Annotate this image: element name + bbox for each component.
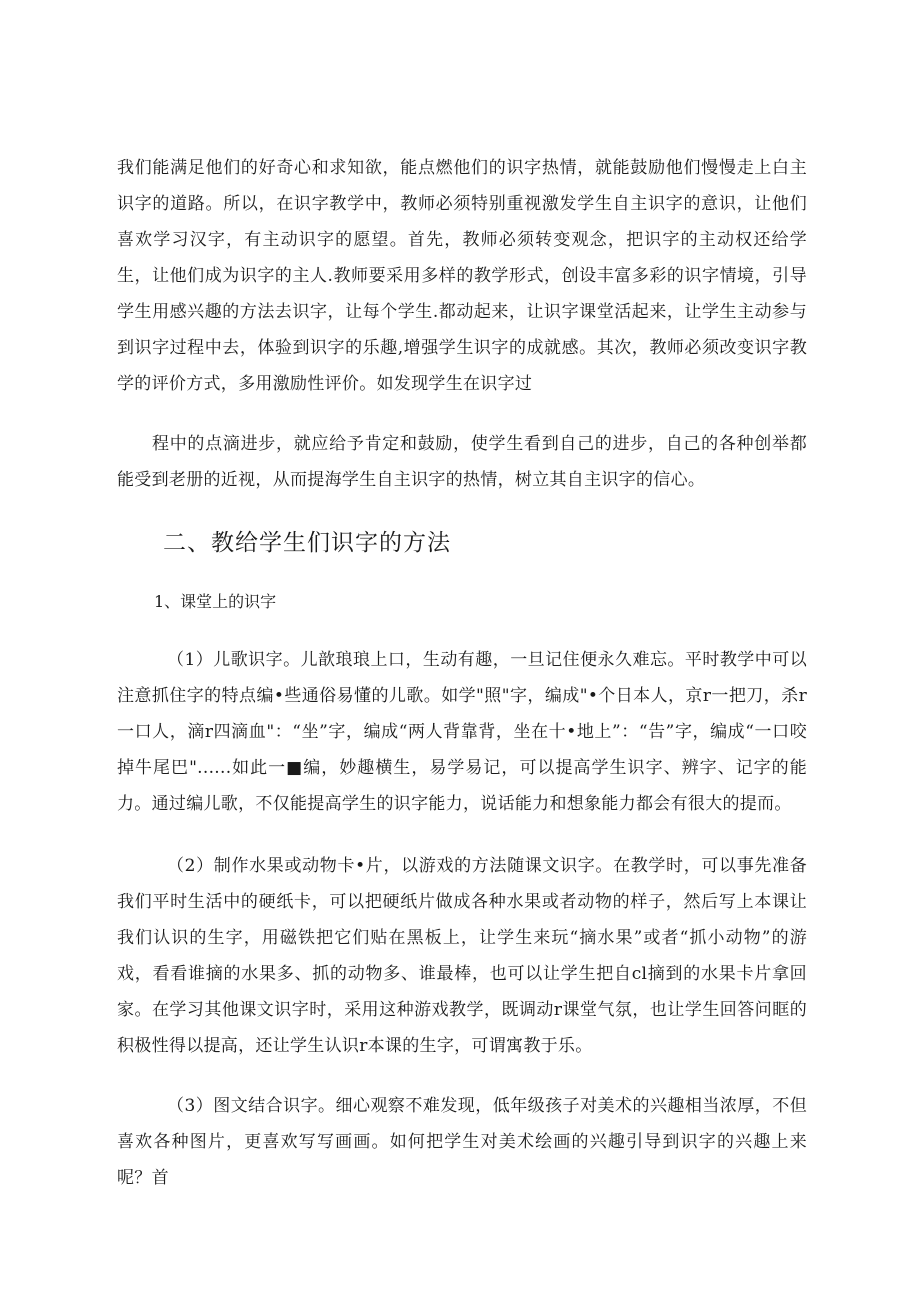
subsection-heading: 1、课堂上的识字	[154, 592, 277, 611]
paragraph-picture-text: （3）图文结合识字。细心观察不难发现，低年级孩子对美术的兴趣相当浓厚，不但喜欢各种图片，更喜欢写写画画。如何把学生对美术绘画的兴趣引导到识字的兴趣上来呢？首	[117, 1096, 807, 1188]
section-heading: 二、教给学生们识字的方法	[163, 530, 451, 556]
paragraph-intro: 我们能满足他们的好奇心和求知欲，能点燃他们的识字热情，就能鼓励他们慢慢走上白主识字的道路。所以，在识字教学中，教师必须特别重视激发学生自主识字的意识，让他们喜欢学习汉字，有主动识字的愿望。首先，教师必须转变观念，把识字的主动权还给学生，让他们成为识字的主人.教师要采用多样的教学形式，创设丰富多彩的识字情境，引导学生用感兴趣的方法去识字，让每个学生.都动起来，让识字课堂活起来，让学生主动参与到识字过程中去，体验到识字的乐趣,增强学生识字的成就感。其次，教师必须改变识字教学的评价方式，多用激励性评价。如发现学生在识字过	[117, 158, 807, 394]
paragraph-fruit-cards: （2）制作水果或动物卡•片，以游戏的方法随课文识字。在教学时，可以事先准备我们平时生活中的硬纸卡，可以把硬纸片做成各种水果或者动物的样子，然后写上本课让我们认识的生字，用磁铁把它们贴在黑板上，让学生来玩“摘水果”或者“抓小动物”的游戏，看看谁摘的水果多、抓的动物多、谁最棒，也可以让学生把自cl摘到的水果卡片拿回家。在学习其他课文识字时，采用这种游戏教学，既调动r课堂气氛，也让学生回答问眶的积极性得以提高，还让学生认识r本课的生字，可谓寓教于乐。	[117, 856, 807, 1056]
paragraph-nursery-rhymes: （1）儿歌识字。儿歆琅琅上口，生动有趣，一旦记住便永久难忘。平时教学中可以注意抓住字的特点编•些通俗易懂的儿歌。如学"照"字，编成"•个日本人，京r一把刀，杀r一口人，滴r四滴血"：“坐”字，编成“两人背靠背，坐在十•地上”：“告”字，编成“一口咬掉牛尾巴"......如此一■编，妙趣横生，易学易记，可以提高学生识字、辨字、记字的能力。通过编儿歌，不仅能提高学生的识字能力，说话能力和想象能力都会有很大的提而。	[117, 650, 807, 814]
paragraph-continuation: 程中的点滴进步，就应给予肯定和鼓励，使学生看到自己的进步，自己的各种创举都能受到老册的近视，从而提海学生自主识字的热情，树立其自主识字的信心。	[117, 434, 807, 490]
